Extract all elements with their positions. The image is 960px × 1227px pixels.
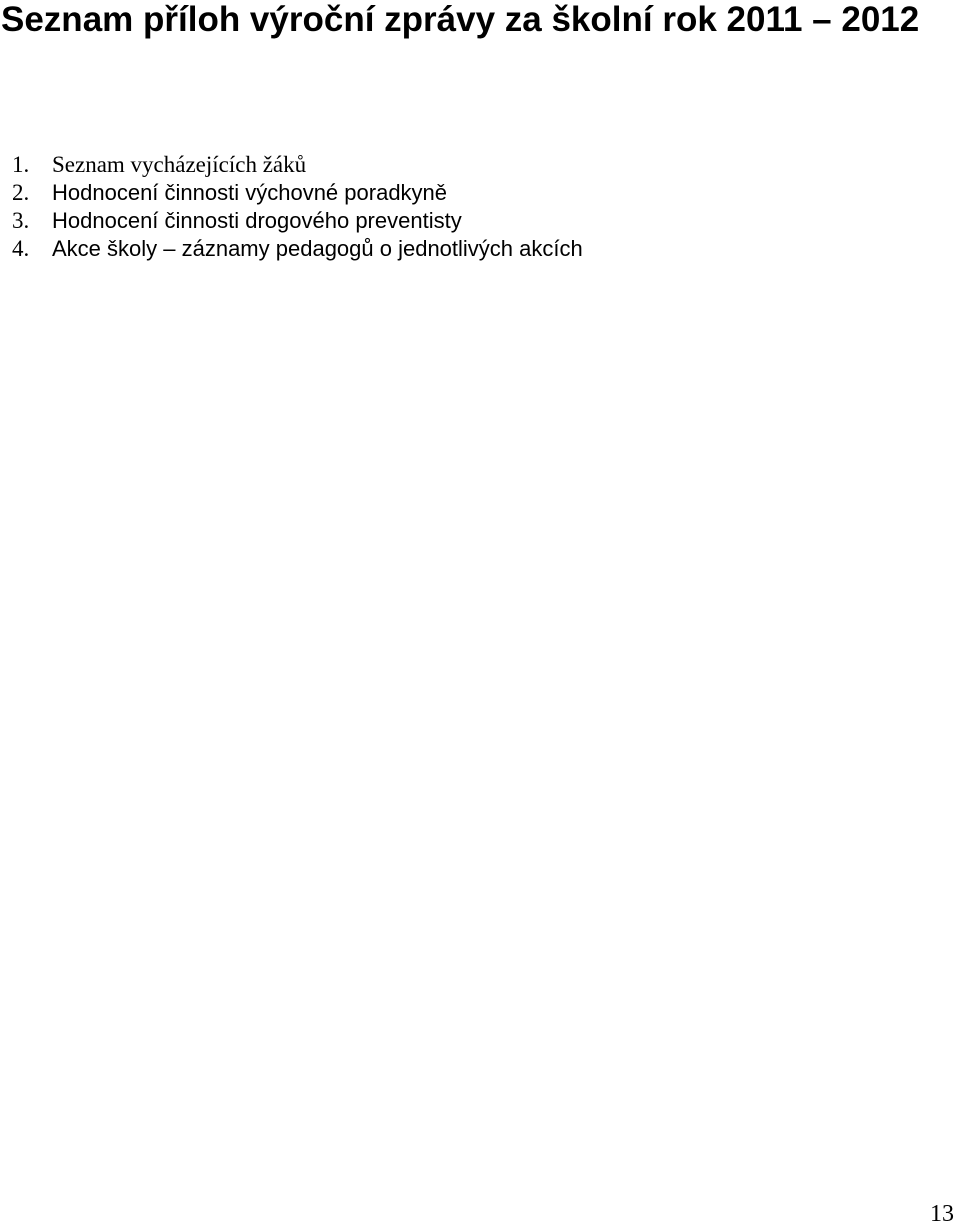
list-item-number: 3. [12, 208, 30, 233]
attachment-list [12, 152, 583, 264]
list-item-number: 1. [12, 152, 30, 177]
list-item-number: 2. [12, 180, 30, 205]
list-item-text: Seznam vycházejících žáků [52, 152, 307, 177]
list-item-text: Hodnocení činnosti drogového preventisty [52, 208, 462, 233]
list-item [12, 180, 583, 206]
list-item-number: 4. [12, 236, 30, 261]
list-item-text: Akce školy – záznamy pedagogů o jednotlivých akcích [52, 236, 583, 261]
list-item [12, 208, 583, 234]
list-item-text: Hodnocení činnosti výchovné poradkyně [52, 180, 448, 205]
page-title: Seznam příloh výroční zprávy za školní rok 2011 – 2012 [1, 0, 920, 39]
list-item [12, 152, 583, 178]
list-item [12, 236, 583, 262]
page-number: 13 [930, 1201, 954, 1227]
